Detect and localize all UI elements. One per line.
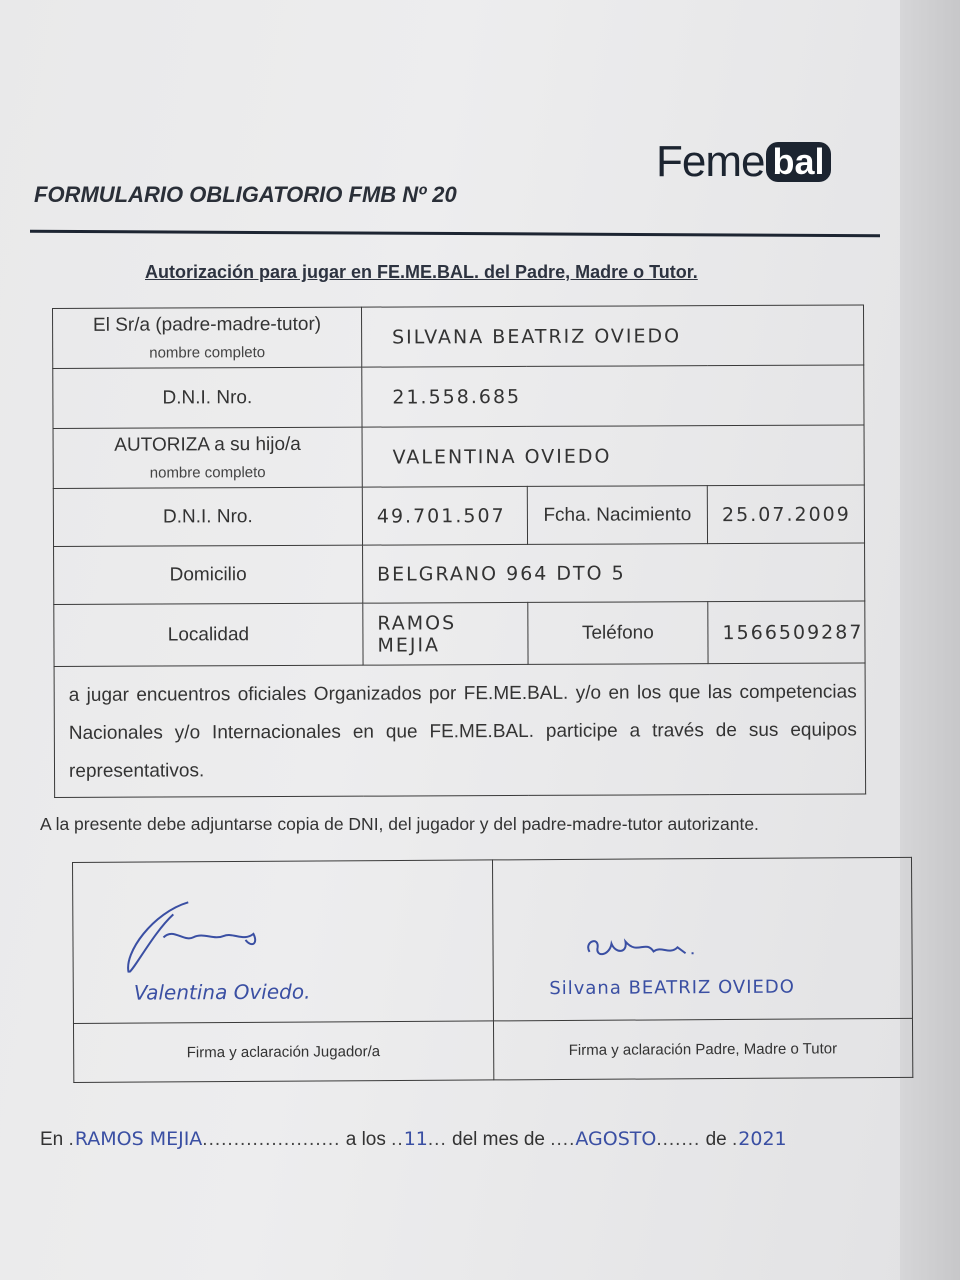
form-heading: Autorización para jugar en FE.ME.BAL. del Padre, Madre o Tutor. <box>145 262 698 282</box>
logo-box: bal <box>766 142 830 182</box>
attachment-note: A la presente debe adjuntarse copia de DNI, del jugador y del padre-madre-tutor autorizante. <box>40 814 759 834</box>
year-field[interactable]: 2021 <box>738 1128 787 1150</box>
day-field[interactable]: 11 <box>403 1128 428 1150</box>
parent-dni-label: D.N.I. Nro. <box>53 367 362 428</box>
parent-label-cell <box>53 307 362 368</box>
parent-caption: Firma y aclaración Padre, Madre o Tutor <box>493 1018 913 1080</box>
place-field[interactable]: RAMOS MEJIA <box>74 1128 203 1150</box>
de-text: de <box>705 1129 727 1150</box>
locality-field[interactable]: RAMOS MEJIA <box>363 602 528 665</box>
child-dni-label: D.N.I. Nro. <box>53 487 362 546</box>
del-mes-text: del mes de <box>452 1129 545 1150</box>
femebal-logo <box>656 132 831 192</box>
signature-table <box>72 857 913 1083</box>
en-text: En <box>40 1129 64 1150</box>
player-caption: Firma y aclaración Jugador/a <box>73 1021 493 1083</box>
player-signature-box[interactable] <box>73 860 493 1024</box>
form-code: FORMULARIO OBLIGATORIO FMB Nº 20 <box>34 182 457 207</box>
address-label: Domicilio <box>54 545 363 604</box>
parent-name-field[interactable]: SILVANA BEATRIZ OVIEDO <box>361 305 863 367</box>
address-field[interactable]: BELGRANO 964 DTO 5 <box>362 543 864 603</box>
player-signature-mark <box>93 892 293 973</box>
child-sublabel: nombre completo <box>149 464 266 482</box>
birth-date-field[interactable]: 25.07.2009 <box>707 485 864 544</box>
parent-sublabel: nombre completo <box>149 344 266 362</box>
page-edge <box>900 0 960 1280</box>
child-name-field[interactable]: VALENTINA OVIEDO <box>362 425 864 487</box>
authorization-paragraph: a jugar encuentros oficiales Organizados por FE.ME.BAL. y/o en los que las competencias Nacionales y/o Internacionales en que FE.ME.BAL. participe a través de sus equipos representativos. <box>54 663 866 798</box>
parent-signature-box[interactable] <box>492 857 912 1021</box>
locality-label: Localidad <box>54 603 363 666</box>
phone-label: Teléfono <box>528 602 709 665</box>
parent-printed-name: Silvana BEATRIZ OVIEDO <box>549 976 795 1000</box>
place-date-line: En .RAMOS MEJIA...................... a los ..11... del mes de ....AGOSTO....... de .2021 <box>40 1128 787 1150</box>
phone-field[interactable]: 1566509287 <box>708 601 865 664</box>
parent-label: El Sr/a (padre-madre-tutor) <box>92 313 322 336</box>
a-los-text: a los <box>345 1129 386 1150</box>
logo-text: Feme <box>656 137 765 186</box>
month-field[interactable]: AGOSTO <box>575 1128 657 1150</box>
child-label-cell <box>53 427 362 488</box>
authorization-table <box>52 304 866 798</box>
child-dni-field[interactable]: 49.701.507 <box>362 486 527 545</box>
parent-signature-mark <box>581 929 721 970</box>
child-label: AUTORIZA a su hijo/a <box>114 433 301 456</box>
birth-date-label: Fcha. Nacimiento <box>527 486 708 545</box>
player-printed-name: Valentina Oviedo. <box>133 979 311 1005</box>
parent-dni-field[interactable]: 21.558.685 <box>362 365 864 427</box>
